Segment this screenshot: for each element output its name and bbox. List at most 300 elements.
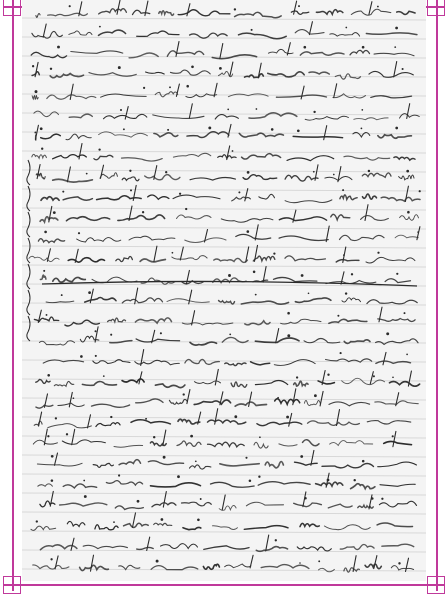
ink-dot [271,128,274,131]
ink-dot [234,415,237,418]
handwritten-word [82,382,116,386]
ink-stroke [320,391,323,406]
ink-dot [251,29,253,31]
frame-corner-bottom-right [427,576,445,594]
ink-stroke [276,329,279,343]
handwritten-word [382,544,414,546]
ink-dot [110,416,112,418]
handwritten-word [34,421,42,425]
ink-dot [314,394,317,397]
handwritten-word [146,72,165,74]
ink-dot [300,455,303,458]
handwritten-word [328,504,352,508]
ink-dot [161,518,164,521]
handwritten-word [279,444,297,446]
ink-dot [80,355,83,358]
handwritten-word [308,421,360,425]
ink-stroke [70,84,73,99]
handwritten-word [65,320,100,326]
ink-dot [163,456,166,459]
handwritten-word [54,381,74,386]
handwritten-word [239,133,283,137]
handwritten-word [257,422,302,425]
handwritten-word [385,279,410,283]
ink-stroke [37,165,40,179]
handwritten-word [400,215,419,221]
ink-dot [299,562,301,564]
handwritten-word [33,565,69,569]
handwritten-word [279,236,328,240]
handwritten-word [154,133,178,137]
handwritten-word [83,545,127,548]
handwritten-word [371,96,412,98]
handwritten-word [36,13,40,17]
handwritten-word [261,565,309,569]
handwritten-word [353,132,370,137]
ink-dot [84,495,87,498]
handwritten-word [37,463,82,466]
handwritten-word [96,423,120,427]
handwritten-word [236,234,271,239]
ink-stroke [35,62,38,76]
ink-stroke [117,0,120,14]
handwritten-word [100,173,117,179]
ink-dot [142,211,144,213]
handwritten-word [177,441,201,446]
margin-note-stroke [27,212,30,237]
handwritten-word [274,360,315,366]
handwritten-word [173,195,220,199]
handwritten-word [295,462,318,465]
handwritten-word [304,339,340,343]
handwritten-word [300,523,319,526]
frame-corner-top-left [3,0,21,16]
ink-dot [118,474,120,476]
ink-stroke [309,22,312,35]
handwritten-word [69,114,92,118]
handwritten-word [53,179,93,182]
ink-dot [368,170,370,172]
ink-stroke [43,24,46,37]
handwritten-word [330,33,360,36]
handwritten-word [235,402,266,406]
ink-dot [373,375,375,377]
handwritten-word [211,482,255,487]
ink-stroke [383,352,386,364]
handwritten-word [215,115,238,119]
ink-dot [86,173,88,175]
handwritten-word [340,544,374,549]
frame-corner-bottom-left [3,576,21,594]
ink-dot [190,435,193,438]
handwritten-word [235,12,282,17]
ink-dot [200,498,202,500]
ink-stroke [215,409,218,425]
ink-dot [47,374,50,377]
ink-dot [41,148,43,150]
handwritten-word [58,403,84,406]
handwritten-word [329,319,367,323]
handwritten-word [32,31,63,38]
handwritten-word [155,92,178,97]
ink-stroke [176,42,179,57]
ink-stroke [154,246,157,261]
ink-stroke [266,535,269,551]
ink-dot [137,500,140,503]
handwritten-word [145,175,180,180]
handwritten-word [118,215,165,220]
handwritten-word [171,70,211,75]
handwritten-word [173,153,210,157]
ink-stroke [187,4,190,16]
ink-stroke [294,1,297,14]
handwritten-word [119,565,140,569]
handwritten-word [381,197,420,201]
handwritten-word [167,299,209,303]
handwritten-word [241,301,288,304]
handwritten-word [89,73,136,77]
ink-dot [345,27,347,29]
ink-stroke [220,44,223,59]
ink-stroke [249,392,252,406]
margin-note-stroke [27,160,30,185]
handwritten-word [326,359,372,362]
ink-stroke [55,556,58,569]
handwritten-word [285,200,332,203]
handwritten-word [140,259,165,262]
handwritten-word [172,256,207,260]
ink-dot [130,189,132,191]
ink-stroke [334,84,337,98]
handwritten-word [279,217,326,221]
handwritten-word [77,238,121,242]
ink-dot [377,252,379,254]
ink-stroke [163,430,166,446]
ink-stroke [72,429,75,444]
ink-stroke [67,167,70,182]
handwritten-word [384,441,412,444]
handwritten-word [38,239,64,243]
ink-stroke [250,555,253,568]
handwritten-word [31,526,56,530]
ink-dot [36,520,38,522]
handwritten-word [275,399,300,405]
handwritten-word [220,464,259,466]
ink-dot [35,90,38,93]
handwritten-word [108,318,126,322]
handwritten-word [232,197,251,201]
handwritten-word [351,484,375,489]
ink-dot [103,375,105,377]
ink-dot [392,435,394,437]
handwritten-word [169,399,187,404]
ink-dot [249,480,252,483]
handwritten-word [190,33,228,38]
ink-dot [197,519,200,522]
ink-dot [229,333,231,335]
handwritten-word [136,399,163,403]
ink-dot [303,46,306,49]
handwritten-word [119,460,140,465]
ink-stroke [47,249,50,261]
handwritten-word [133,10,150,14]
handwritten-word [212,526,237,530]
handwritten-word [177,215,212,219]
ink-dot [406,170,409,173]
handwritten-word [190,178,235,181]
handwritten-word [186,94,217,98]
margin-note-stroke [27,238,30,263]
ink-dot [234,8,236,10]
handwritten-word [358,505,373,508]
ink-dot [407,211,410,214]
ink-dot [258,476,260,478]
ink-dot [153,436,155,438]
handwritten-word [85,297,116,302]
handwritten-word [342,378,385,384]
ink-dot [362,460,365,463]
handwritten-word [316,482,343,486]
ink-dot [177,475,180,478]
ink-dot [287,334,290,337]
ink-dot [333,174,335,176]
ink-stroke [215,369,218,385]
handwritten-word [124,523,149,527]
ink-stroke [147,537,150,550]
ink-stroke [189,104,192,119]
ink-stroke [365,205,368,221]
handwritten-word [151,566,198,570]
handwritten-word [354,118,388,120]
handwritten-word [92,404,130,407]
ink-dot [419,190,421,192]
handwritten-word [221,218,273,222]
handwritten-word [324,525,370,530]
ink-dot [298,5,300,7]
ink-dot [308,292,310,294]
handwritten-word [246,502,283,506]
ink-stroke [370,372,373,384]
ink-stroke [79,144,82,160]
handwritten-word [344,340,370,344]
handwritten-word [219,301,235,305]
handwritten-word [194,381,220,384]
handwritten-word [48,424,92,428]
ink-dot [273,252,275,254]
ink-dot [361,109,363,111]
handwritten-word [287,156,334,161]
handwritten-word [214,258,248,262]
handwritten-word [390,382,420,387]
handwritten-word [365,564,381,569]
ink-dot [245,457,247,459]
handwritten-word [225,564,251,568]
handwritten-word [228,94,268,97]
ink-dot [275,539,277,541]
frame-left-line [12,0,14,591]
ink-stroke [44,429,47,445]
handwritten-word [333,94,366,98]
ink-dot [129,170,131,172]
handwritten-word [80,565,109,570]
ink-dot [232,150,234,152]
ink-dot [327,374,329,376]
ink-dot [297,129,300,132]
ink-dot [88,291,91,294]
handwritten-word [255,338,299,342]
handwritten-word [66,217,109,221]
handwritten-word [394,157,415,160]
ink-stroke [394,62,397,77]
handwritten-word [366,33,417,35]
ink-dot [208,126,211,129]
ink-dot [286,416,289,419]
handwritten-word [129,53,158,58]
ink-dot [398,562,400,564]
margin-note-stroke [27,186,30,211]
handwritten-word [40,501,55,507]
handwritten-word [319,568,335,571]
ink-dot [143,87,145,89]
ink-dot [395,27,398,30]
ink-dot [51,455,54,458]
handwritten-word [285,256,325,261]
ink-dot [301,274,304,277]
handwritten-word [330,441,373,446]
handwritten-word [376,361,411,363]
handwritten-word [335,74,360,79]
ink-dot [353,479,355,481]
handwritten-word [131,420,170,424]
handwritten-word [39,341,74,345]
frame-corner-top-right [427,0,445,16]
handwritten-word [378,135,412,139]
ink-dot [247,171,250,174]
ink-dot [169,86,171,88]
ink-dot [50,68,52,70]
handwritten-word [281,319,321,324]
handwritten-word [344,156,390,160]
handwritten-word [274,277,317,281]
ink-stroke [139,372,142,384]
handwritten-word [99,30,126,35]
ink-dot [179,193,181,195]
handwritten-word [194,400,230,405]
handwritten-word [161,544,198,549]
handwritten-word [34,317,58,321]
handwritten-word [331,214,350,219]
handwritten-word [148,461,183,465]
ink-stroke [55,453,58,465]
ink-dot [95,355,97,357]
handwritten-word [293,136,342,137]
handwritten-word [256,547,287,552]
ink-dot [43,270,45,272]
handwritten-word [212,55,256,59]
handwritten-word [367,300,417,304]
ink-dot [99,26,101,28]
handwritten-word [204,546,249,550]
ink-dot [118,66,121,69]
handwritten-word [43,360,83,363]
ink-stroke [255,225,258,240]
ink-stroke [180,247,183,260]
handwritten-word [159,11,174,16]
handwritten-word [297,547,331,551]
handwritten-word [154,523,172,525]
handwritten-word [329,402,370,406]
ink-dot [183,393,185,395]
ink-dot [227,109,229,111]
ink-dot [61,294,63,296]
ink-dot [120,109,122,111]
ink-stroke [133,513,136,527]
ink-stroke [324,126,327,140]
ink-dot [62,191,64,193]
handwritten-word [38,484,53,486]
ink-dot [313,171,315,173]
ink-dot [32,65,34,67]
ink-dot [381,498,383,500]
handwritten-word [225,363,246,366]
ink-dot [277,397,279,399]
ink-dot [165,171,167,173]
handwritten-word [318,381,334,384]
handwritten-word [32,95,38,99]
ink-dot [345,292,347,294]
handwritten-word [344,568,360,572]
handwritten-word [363,194,377,199]
handwritten-word [400,114,420,118]
handwritten-word [303,440,320,446]
handwritten-word [36,379,50,383]
ink-dot [160,332,162,334]
handwritten-word [265,462,283,468]
handwritten-word [137,547,154,549]
ink-dot [98,148,100,150]
handwritten-word [187,132,229,138]
ink-dot [402,68,404,70]
ink-dot [46,314,48,316]
frame-bottom-line [4,584,444,586]
handwritten-word [136,339,180,342]
frame-right-line [436,0,438,591]
handwritten-word [243,175,277,180]
handwritten-word [379,501,416,507]
ink-dot [185,208,187,210]
ink-stroke [101,165,104,178]
handwritten-word [300,52,344,55]
handwritten-word [242,154,281,159]
handwritten-word [351,9,391,15]
handwritten-word [148,195,169,199]
handwritten-word [367,421,410,424]
ink-stroke [405,186,408,201]
handwritten-word [244,526,288,530]
handwritten-word [122,158,163,161]
handwritten-word [249,113,297,118]
handwritten-word [208,442,245,447]
ink-dot [313,111,315,113]
handwritten-word [258,482,310,485]
handwritten-word [71,51,123,53]
ink-stroke [227,146,230,160]
ink-dot [66,433,68,435]
handwritten-word [322,464,374,468]
ink-dot [113,521,115,523]
ink-dot [44,231,47,234]
margin-note-stroke [27,290,30,315]
